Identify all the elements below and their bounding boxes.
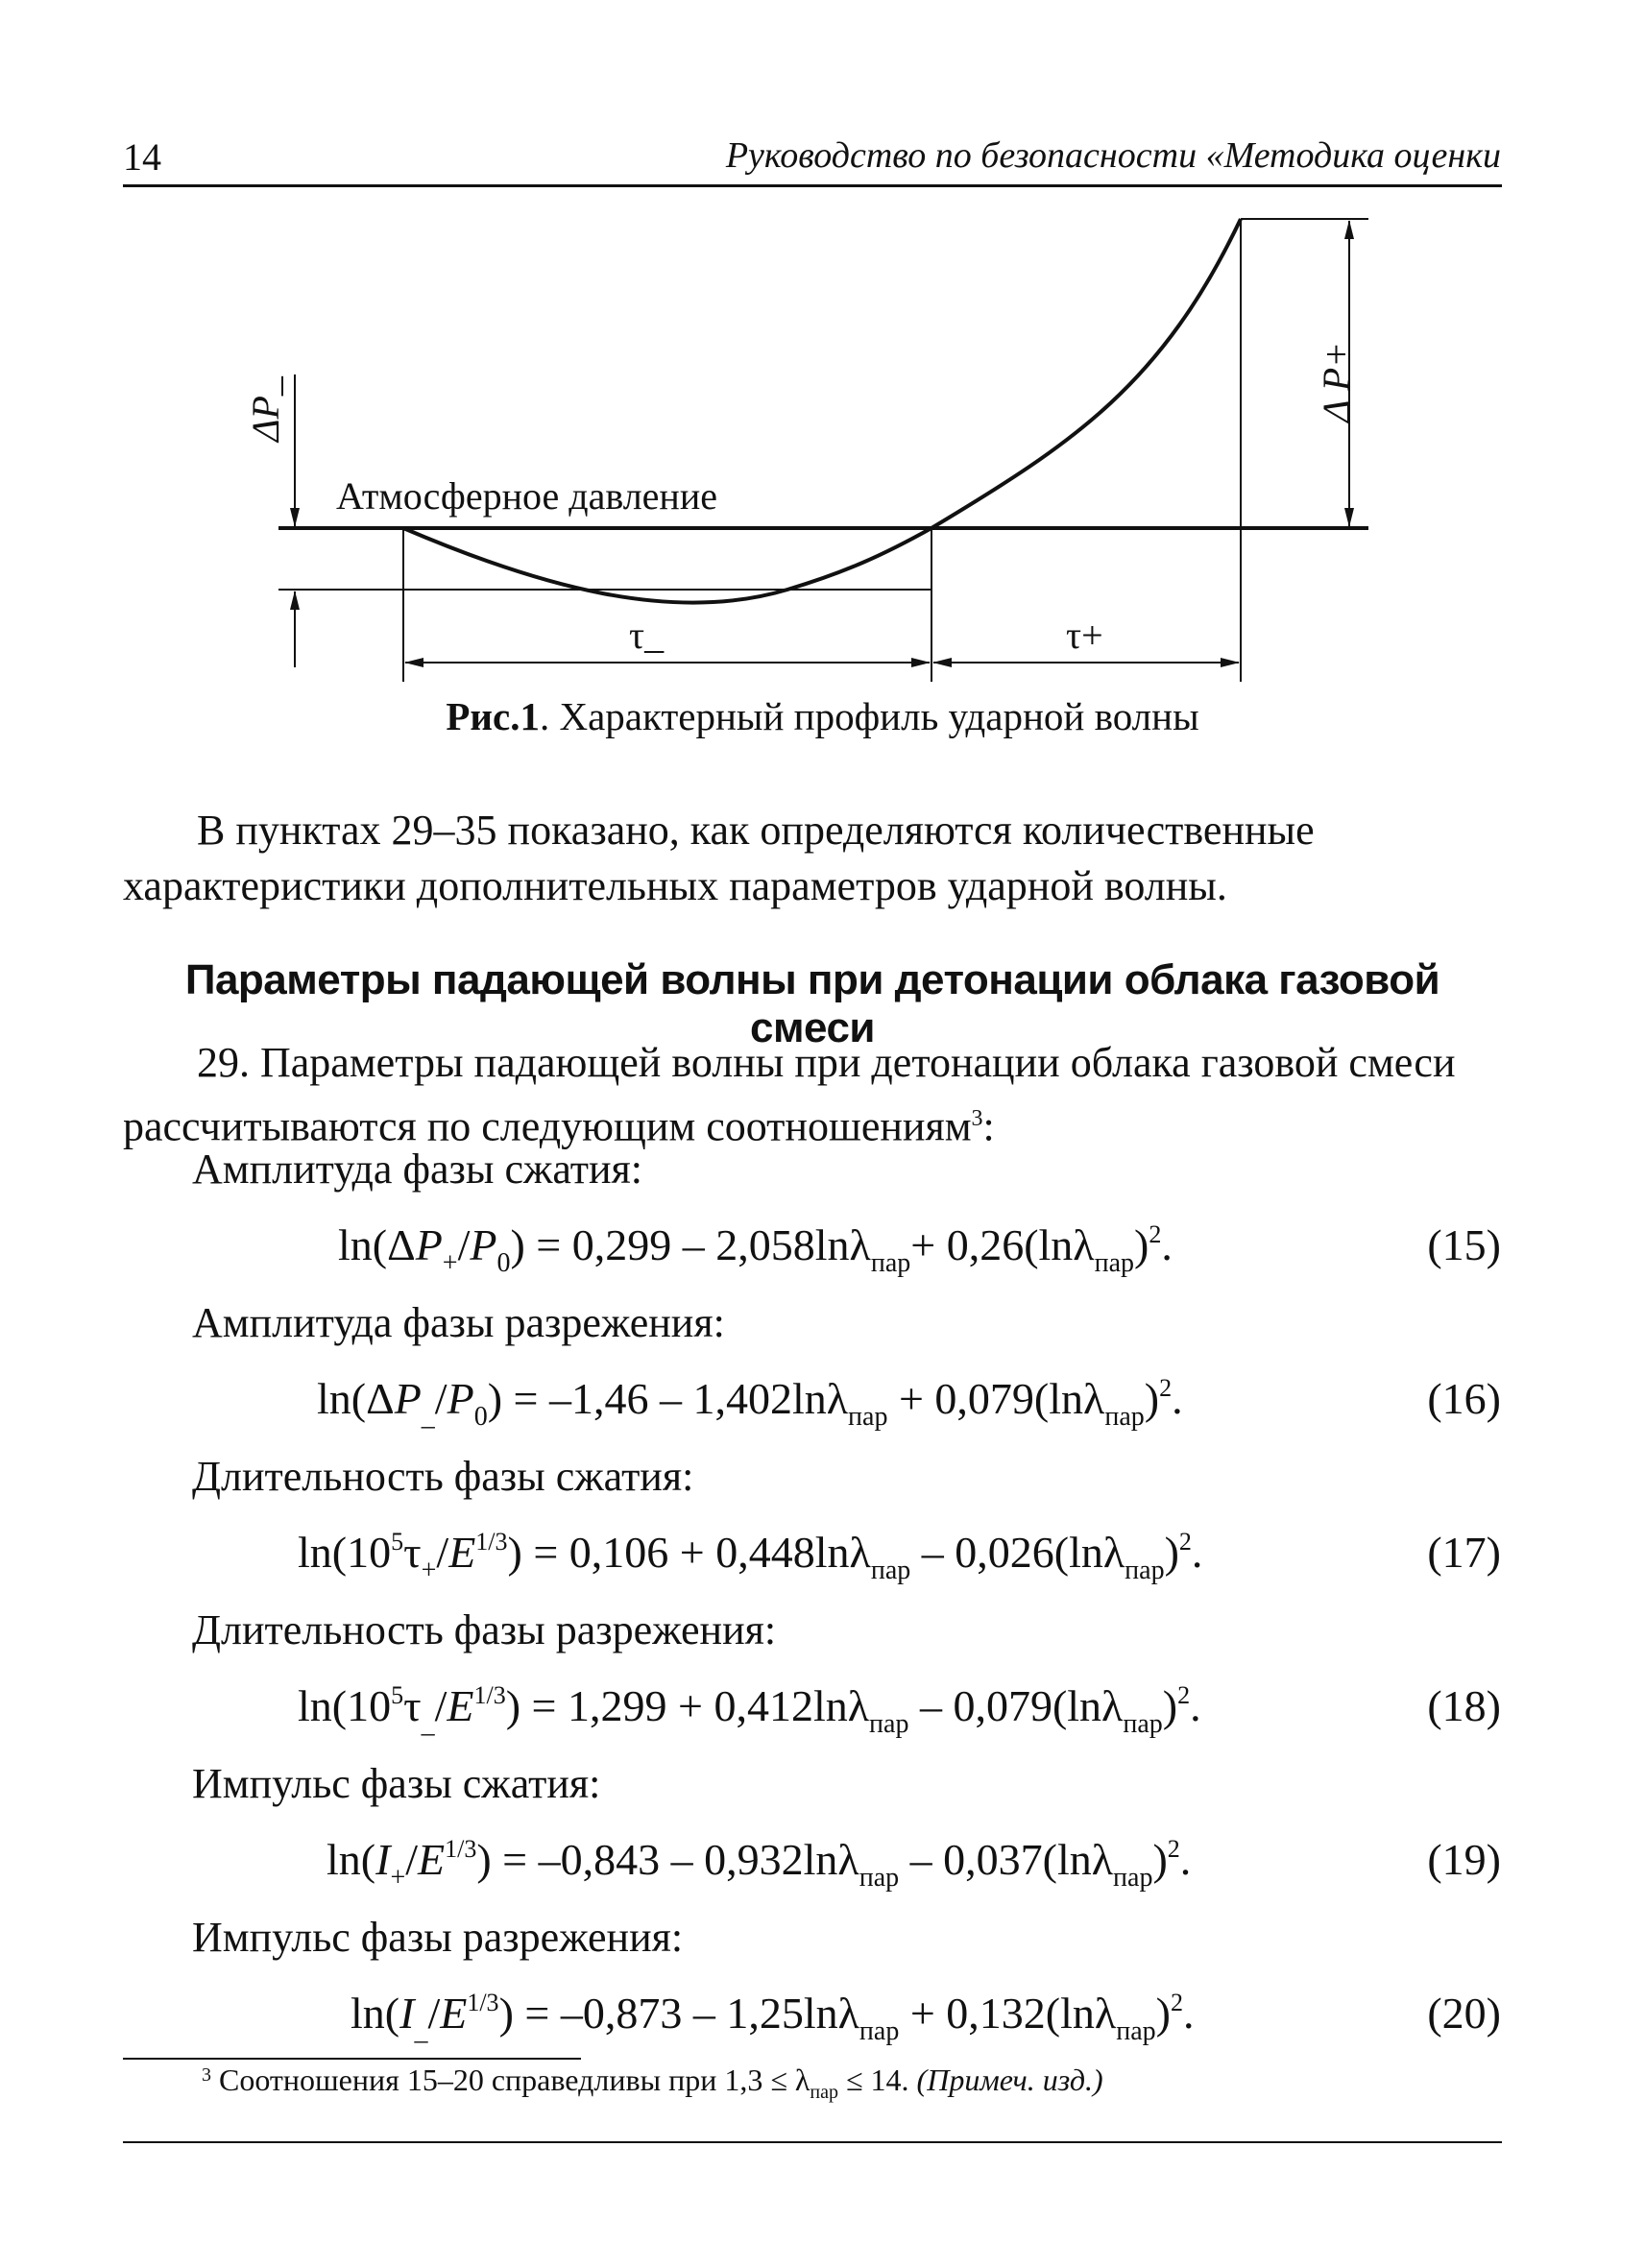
tau-plus-label: τ+ xyxy=(1066,614,1103,657)
figure-caption-number: Рис.1 xyxy=(446,694,540,738)
footnote-text: Соотношения 15–20 справедливы при 1,3 ≤ λ xyxy=(211,2063,810,2097)
formula-18-number: (18) xyxy=(1427,1681,1501,1730)
formula-15: $\ln(\Delta P_+/P_0) = 0,299 - 2,058\ln\lambda_{пар}+ 0,26(\ln\lambda_{пар})^2$. xyxy=(338,1220,1173,1278)
atm-label: Атмосферное давление xyxy=(336,474,717,518)
formula-16-label: Амплитуда фазы разрежения: xyxy=(192,1299,725,1346)
page-number: 14 xyxy=(123,135,161,179)
formula-20-label: Импульс фазы разрежения: xyxy=(192,1914,684,1961)
intro-paragraph: В пунктах 29–35 показано, как определяются количественные характеристики дополнительных параметров ударной волны. xyxy=(123,807,1315,909)
figure-caption-text: . Характерный профиль ударной волны xyxy=(539,694,1199,738)
footnote-mark: 3 xyxy=(202,2064,211,2086)
item-29-paragraph xyxy=(123,1035,1502,1155)
formula-18: $\ln(10^5\tau_{\_}/E^{1/3}) = 1,299 + 0,412\ln\lambda_{пар} - 0,079(\ln\lambda_{пар})^2$. xyxy=(298,1681,1201,1739)
formula-19-number: (19) xyxy=(1427,1835,1501,1884)
formula-18-label: Длительность фазы разрежения: xyxy=(192,1606,777,1653)
bottom-rule xyxy=(123,2141,1502,2143)
footnote-rule xyxy=(123,2058,581,2060)
header-rule xyxy=(123,184,1502,187)
dp-minus-label: ΔP_ xyxy=(244,376,287,442)
dp-plus-label: Δ P+ xyxy=(1315,341,1358,422)
figure-caption xyxy=(0,693,1645,739)
section-heading: Параметры падающей волны при детонации облака газовой смеси xyxy=(184,956,1440,1051)
formula-19: $\ln(I_+/E^{1/3}) = -0,843 - 0,932\ln\lambda_{пар} - 0,037(\ln\lambda_{пар})^2$. xyxy=(327,1835,1192,1893)
shock-wave-figure xyxy=(0,192,1645,691)
formula-16: $\ln(\Delta P_{\_}/P_0) = -1,46 - 1,402\ln\lambda_{пар} + 0,079(\ln\lambda_{пар})^2$. xyxy=(317,1374,1183,1432)
footnote: $^3$ Соотношения 15–20 справедливы при $1,3 \le \lambda_{пар} \le 14$. (Примеч. изд.) xyxy=(202,2063,1103,2103)
formula-17-label: Длительность фазы сжатия: xyxy=(192,1453,694,1500)
formula-20-number: (20) xyxy=(1427,1989,1501,2038)
formula-15-label: Амплитуда фазы сжатия: xyxy=(192,1146,643,1193)
formula-19-label: Импульс фазы сжатия: xyxy=(192,1760,601,1807)
pressure-profile-curve xyxy=(403,219,1241,603)
tau-minus-label: τ_ xyxy=(629,614,665,657)
formula-15-number: (15) xyxy=(1427,1220,1501,1269)
formula-16-number: (16) xyxy=(1427,1374,1501,1423)
item-29-text: 29. Параметры падающей волны при детонации облака газовой смеси рассчитываются по следующим соотношениям xyxy=(123,1039,1456,1150)
footnote-ref: 3 xyxy=(971,1106,983,1131)
formula-20: $\ln(I_{\_}/E^{1/3}) = -0,873 - 1,25\ln\lambda_{пар} + 0,132(\ln\lambda_{пар})^2$. xyxy=(351,1989,1195,2046)
formula-17-number: (17) xyxy=(1427,1528,1501,1577)
running-title: Руководство по безопасности «Методика оценки xyxy=(725,135,1501,176)
formula-17: $\ln(10^5\tau_+/E^{1/3}) = 0,106 + 0,448\ln\lambda_{пар} - 0,026(\ln\lambda_{пар})^2$. xyxy=(298,1528,1203,1585)
item-29-tail: : xyxy=(982,1102,995,1150)
footnote-note: (Примеч. изд.) xyxy=(916,2063,1103,2097)
